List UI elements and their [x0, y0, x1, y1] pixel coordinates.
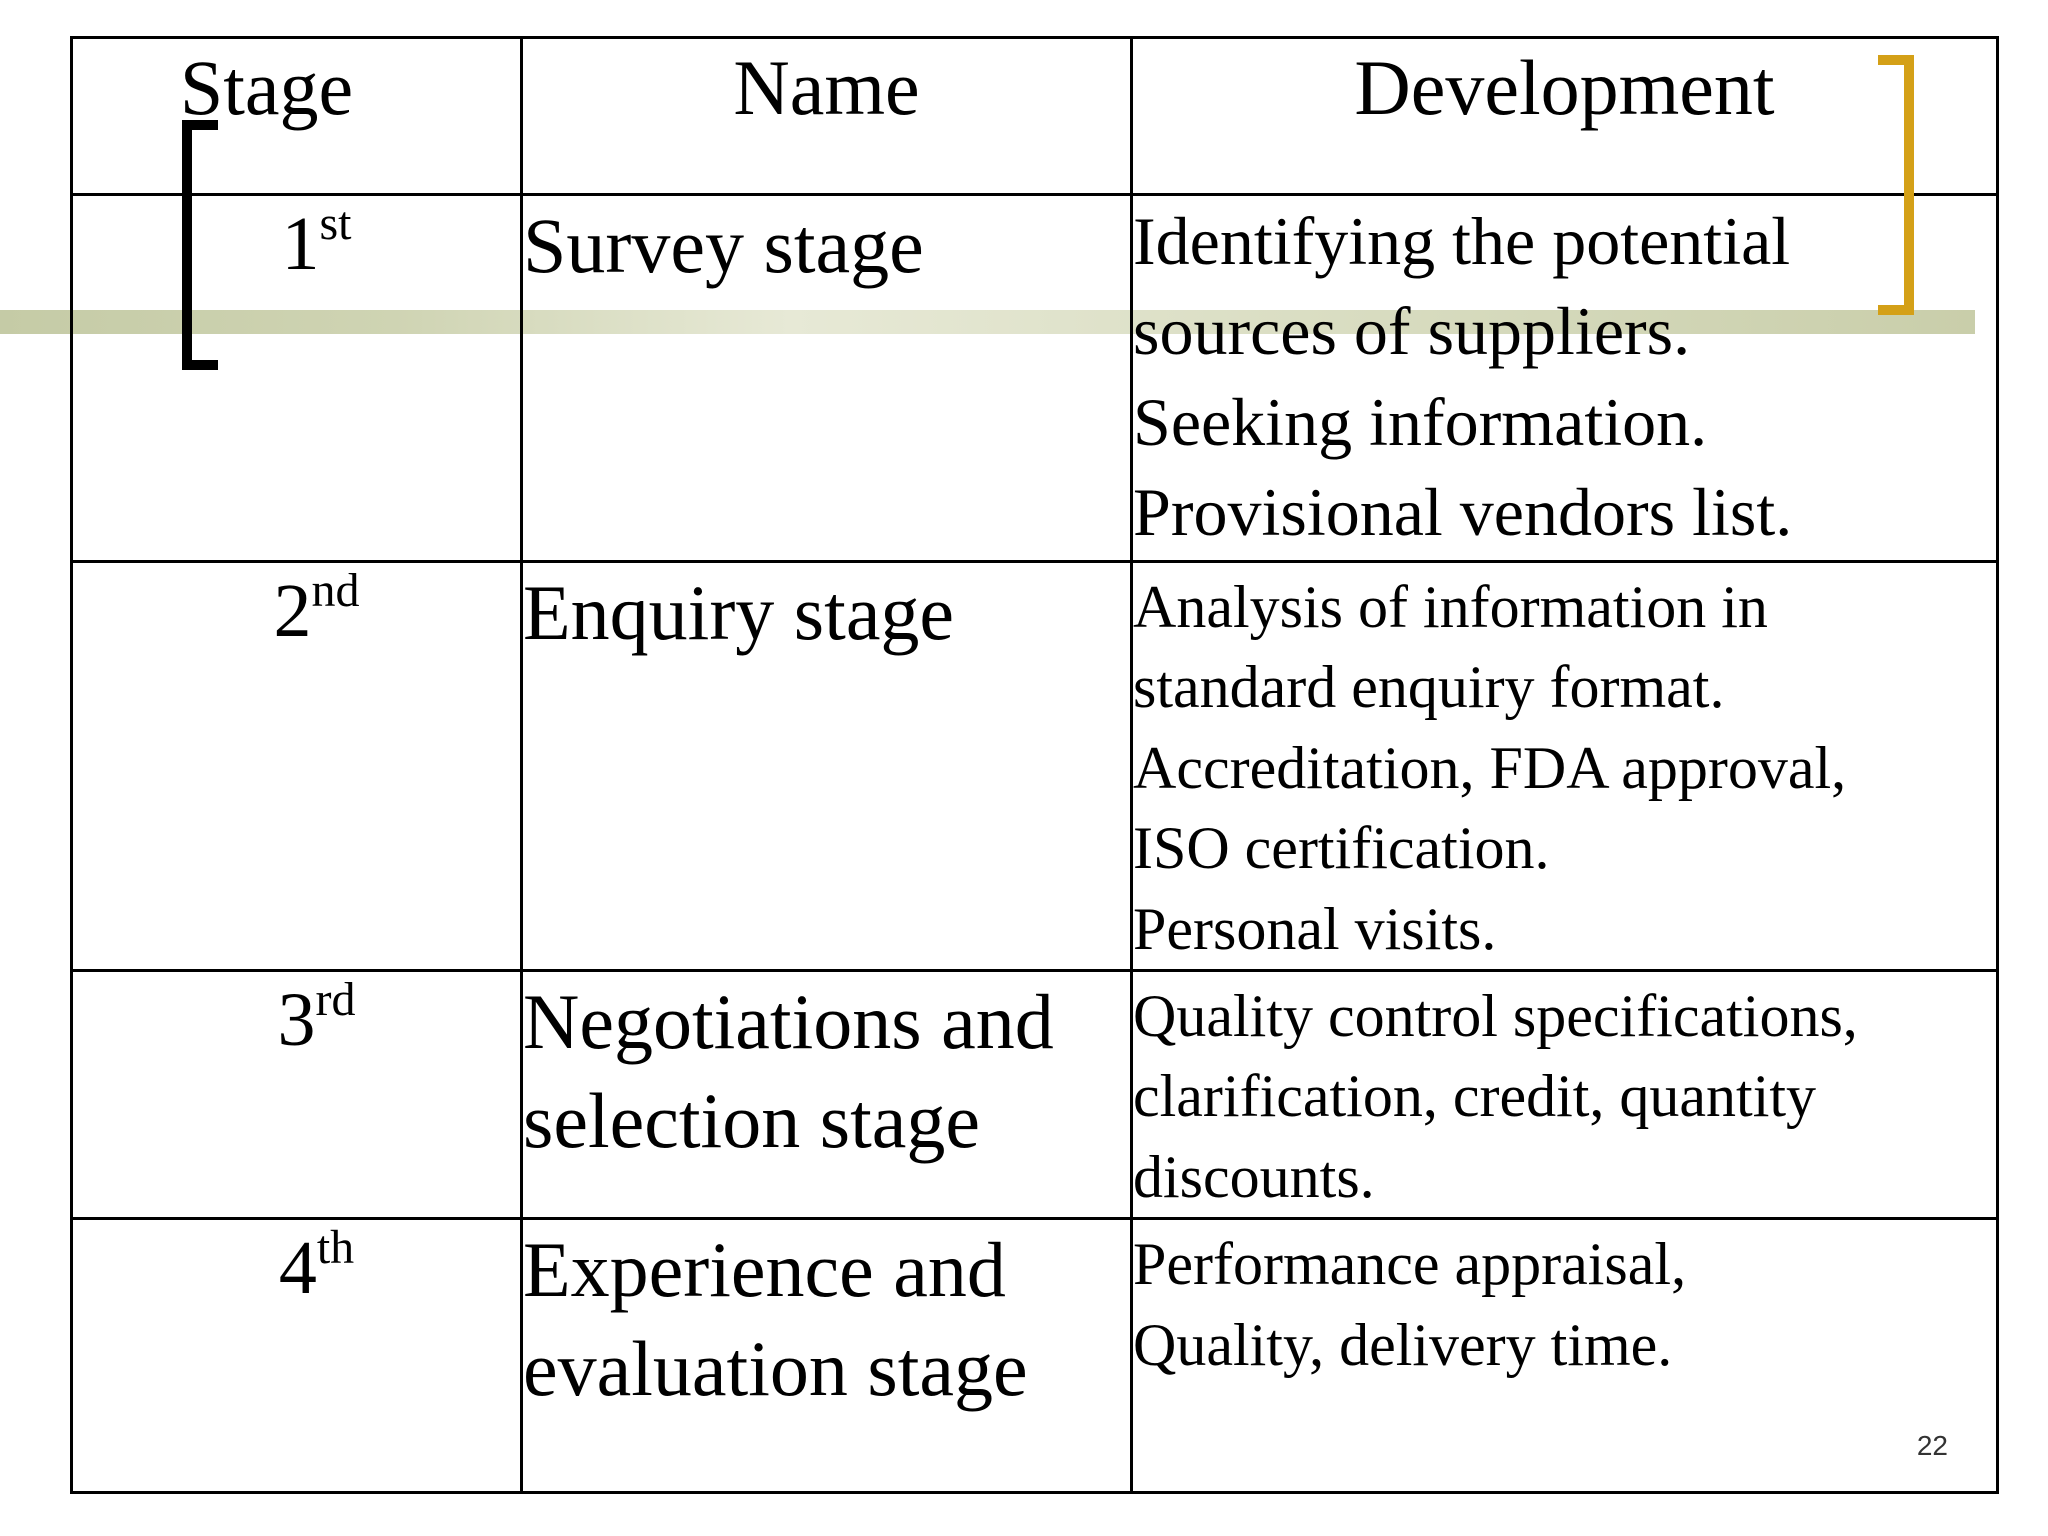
- left-bracket-decoration: [182, 120, 218, 370]
- name-cell: Negotiations and selection stage: [522, 970, 1132, 1218]
- development-line: ISO certification.: [1133, 815, 1550, 882]
- name-cell: Experience and evaluation stage: [522, 1219, 1132, 1493]
- development-line: clarification, credit, quantity: [1133, 1063, 1817, 1130]
- stage-table: [70, 36, 1999, 1494]
- header-name: Name: [522, 38, 1132, 195]
- stage-ordinal: 1st: [281, 197, 352, 286]
- table-header-row: [72, 38, 1998, 195]
- stage-cell: [72, 195, 522, 562]
- development-cell: [1132, 562, 1998, 971]
- table-row: [72, 970, 1998, 1218]
- name-cell: Survey stage: [522, 195, 1132, 562]
- table-row: [72, 195, 1998, 562]
- development-cell: [1132, 1219, 1998, 1493]
- development-line: Identifying the potential: [1133, 203, 1791, 279]
- stage-cell: [72, 562, 522, 971]
- stage-ordinal: 3rd: [277, 972, 356, 1062]
- development-line: Analysis of information in: [1133, 574, 1768, 640]
- development-line: Quality, delivery time.: [1133, 1311, 1673, 1378]
- header-development: Development: [1132, 38, 1998, 195]
- slide-number: 22: [1916, 1430, 1948, 1461]
- stage-cell: [72, 1219, 522, 1493]
- development-line: Seeking information.: [1133, 383, 1708, 460]
- right-bracket-decoration: [1878, 55, 1914, 315]
- header-stage: Stage: [72, 38, 522, 195]
- stage-ordinal: 4th: [278, 1221, 355, 1311]
- development-line: sources of suppliers.: [1133, 293, 1691, 370]
- development-line: Accreditation, FDA approval,: [1133, 734, 1847, 801]
- stage-ordinal: 2nd: [273, 564, 360, 653]
- development-cell: [1132, 970, 1998, 1218]
- table-row: [72, 1219, 1998, 1493]
- development-line: Personal visits.: [1133, 895, 1497, 962]
- development-line: discounts.: [1133, 1143, 1375, 1210]
- development-line: standard enquiry format.: [1133, 654, 1725, 721]
- development-line: Performance appraisal,: [1133, 1231, 1687, 1298]
- development-cell: [1132, 195, 1998, 562]
- table-row: [72, 562, 1998, 971]
- stage-cell: [72, 970, 522, 1218]
- development-line: Quality control specifications,: [1133, 982, 1858, 1049]
- development-line: Provisional vendors list.: [1133, 474, 1793, 551]
- name-cell: Enquiry stage: [522, 562, 1132, 971]
